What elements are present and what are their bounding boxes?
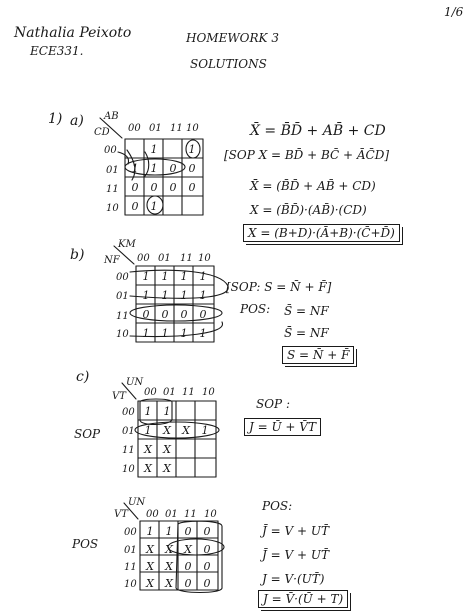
kmap-d-row-label: 01 (124, 545, 137, 556)
kmap-c-cell: X (163, 423, 171, 437)
kmap-c-cell: 1 (163, 404, 171, 418)
kmap-d-row-label: 10 (124, 579, 137, 590)
kmap-d-cell: 0 (184, 524, 192, 538)
kmap-b-var-side: NF (104, 255, 120, 266)
kmap-d-col-label: 01 (165, 509, 178, 520)
kmap-c-col-label: 10 (202, 387, 215, 398)
kmap-d-cell: 0 (203, 576, 211, 590)
kmap-c-cell: X (182, 423, 190, 437)
kmap-c-col-label: 01 (163, 387, 176, 398)
kmap-d-cell: X (146, 542, 154, 556)
part-c-sop-label: SOP (74, 427, 101, 441)
kmap-d-var-side: VT (114, 509, 128, 520)
kmap-c-col-label: 00 (144, 387, 157, 398)
kmap-b-cell: 1 (161, 288, 169, 302)
kmap-a-col-label: 10 (186, 123, 199, 134)
kmap-c-cell: X (144, 461, 152, 475)
kmap-b-cell: 1 (180, 326, 188, 340)
kmap-b-var-top: KM (118, 239, 136, 250)
eq-a-1: X̄ = B̄D̄ + AB̄ + CD (250, 123, 386, 139)
kmap-c-row-label: 11 (122, 445, 135, 456)
kmap-b-cell: 0 (199, 307, 207, 321)
kmap-d-var-top: UN (128, 497, 146, 508)
kmap-b-cell: 0 (142, 307, 150, 321)
kmap-a-cell: 1 (150, 142, 158, 156)
kmap-c-row-label: 01 (122, 426, 135, 437)
kmap-d-cell: 0 (203, 524, 211, 538)
kmap-b-cell: 1 (180, 269, 188, 283)
kmap-b-grid (114, 246, 228, 342)
kmap-c-var-top: UN (126, 377, 144, 388)
kmap-c-row-label: 10 (122, 464, 135, 475)
kmap-c-row-label: 00 (122, 407, 135, 418)
kmap-a-cell: 1 (188, 142, 196, 156)
kmap-d-cell: X (146, 576, 154, 590)
kmap-b-col-label: 11 (180, 253, 193, 264)
kmap-a-var-side: CD (94, 127, 110, 138)
page-number: 1/6 (444, 5, 464, 19)
problem-number: 1) (48, 111, 63, 127)
kmap-b-col-label: 00 (137, 253, 150, 264)
eq-d-1: J̄ = V + UT̄ (262, 524, 329, 538)
kmap-a-cell: 1 (150, 199, 158, 213)
kmap-c-cell: 1 (201, 423, 209, 437)
kmap-d-cell: 0 (184, 559, 192, 573)
kmap-d-grid (124, 503, 224, 593)
kmap-a-row-label: 10 (106, 203, 119, 214)
eq-d-pos: POS: (262, 499, 293, 513)
part-b-label: b) (70, 247, 85, 263)
eq-d-result: J = V̄·(Ū + T) (258, 590, 348, 608)
kmap-b-col-label: 10 (198, 253, 211, 264)
kmap-b-cell: 1 (180, 288, 188, 302)
eq-a-4: X = (B̄D̄)·(AB̄)·(CD) (250, 203, 367, 217)
kmap-d-cell: X (184, 542, 192, 556)
kmap-b-cell: 1 (199, 326, 207, 340)
course-code: ECE331. (30, 44, 84, 58)
kmap-d-cell: X (165, 542, 173, 556)
kmap-a-cell: 0 (150, 180, 158, 194)
kmap-d-row-label: 00 (124, 527, 137, 538)
kmap-d-cell: 0 (203, 542, 211, 556)
part-c-label: c) (76, 369, 90, 385)
kmap-d-col-label: 00 (146, 509, 159, 520)
kmap-a-col-label: 11 (170, 123, 183, 134)
kmap-a-cell: 1 (150, 161, 158, 175)
eq-d-3: J = V·(UT̄) (262, 572, 325, 586)
kmap-a-cell: 0 (188, 180, 196, 194)
kmap-d-col-label: 10 (204, 509, 217, 520)
kmap-b-row-label: 11 (116, 311, 129, 322)
kmap-b-cell: 1 (199, 288, 207, 302)
kmap-b-cell: 1 (199, 269, 207, 283)
kmap-c-cell: X (163, 461, 171, 475)
kmap-c-cell: 1 (144, 404, 152, 418)
kmap-d-cell: X (146, 559, 154, 573)
eq-a-3: X̄̄ = (B̄D̄ + AB̄ + CD) (250, 179, 376, 193)
kmap-c-cell: X (163, 442, 171, 456)
kmap-d-col-label: 11 (184, 509, 197, 520)
kmap-a-col-label: 01 (149, 123, 162, 134)
kmap-a-cell: 0 (169, 161, 177, 175)
kmap-b-cell: 0 (161, 307, 169, 321)
kmap-a-var-top: AB (104, 111, 119, 122)
kmap-c-col-label: 11 (182, 387, 195, 398)
part-d-pos-label: POS (72, 537, 99, 551)
eq-b-result: S = N̄ + F̄ (282, 346, 354, 364)
kmap-d-cell: 1 (165, 524, 173, 538)
kmap-a-cell: 1 (131, 161, 139, 175)
kmap-d-cell: 1 (146, 524, 154, 538)
page-subtitle: SOLUTIONS (190, 57, 267, 71)
part-a-label: a) (70, 113, 84, 129)
kmap-b-cell: 0 (180, 307, 188, 321)
kmap-d-cell: X (165, 559, 173, 573)
eq-b-pos: POS: (240, 302, 271, 316)
kmap-a-cell: 0 (169, 180, 177, 194)
kmap-c-cell: 1 (144, 423, 152, 437)
eq-b-3: S̄̄ = NF (284, 326, 329, 340)
kmap-c-cell: X (144, 442, 152, 456)
kmap-a-cell: 0 (131, 199, 139, 213)
kmap-d-row-label: 11 (124, 562, 137, 573)
kmap-b-cell: 1 (142, 269, 150, 283)
kmap-b-cell: 1 (161, 326, 169, 340)
kmap-d-cell: 0 (203, 559, 211, 573)
eq-b-1: [SOP: S = N̄ + F̄] (226, 280, 332, 294)
kmap-a-grid (100, 118, 203, 215)
kmap-c-grid (122, 383, 219, 477)
kmap-d-cell: 0 (184, 576, 192, 590)
author-name: Nathalia Peixoto (14, 25, 132, 41)
eq-b-2: S̄ = NF (284, 304, 329, 318)
kmap-b-col-label: 01 (158, 253, 171, 264)
kmap-a-row-label: 11 (106, 184, 119, 195)
kmap-a-row-label: 01 (106, 165, 119, 176)
eq-a-result: X = (B+D)·(Ā+B)·(C̄+D̄) (243, 224, 400, 242)
page-title: HOMEWORK 3 (186, 31, 279, 45)
kmap-b-cell: 1 (142, 326, 150, 340)
kmap-a-cell: 0 (188, 161, 196, 175)
kmap-b-cell: 1 (161, 269, 169, 283)
kmap-b-cell: 1 (142, 288, 150, 302)
kmap-a-cell: 0 (131, 180, 139, 194)
kmap-b-row-label: 01 (116, 291, 129, 302)
kmap-d-cell: X (165, 576, 173, 590)
kmap-a-row-label: 00 (104, 145, 117, 156)
eq-a-2: [SOP X = BD̄ + BC̄ + ĀC̄D] (224, 148, 390, 162)
kmap-c-var-side: VT (112, 391, 126, 402)
eq-c-result: J = Ū + V̄T (244, 418, 321, 436)
kmap-b-row-label: 00 (116, 272, 129, 283)
kmap-a-col-label: 00 (128, 123, 141, 134)
eq-c-sop: SOP : (256, 397, 290, 411)
eq-d-2: J̄ = V + UT̄ (262, 548, 329, 562)
kmap-b-row-label: 10 (116, 329, 129, 340)
